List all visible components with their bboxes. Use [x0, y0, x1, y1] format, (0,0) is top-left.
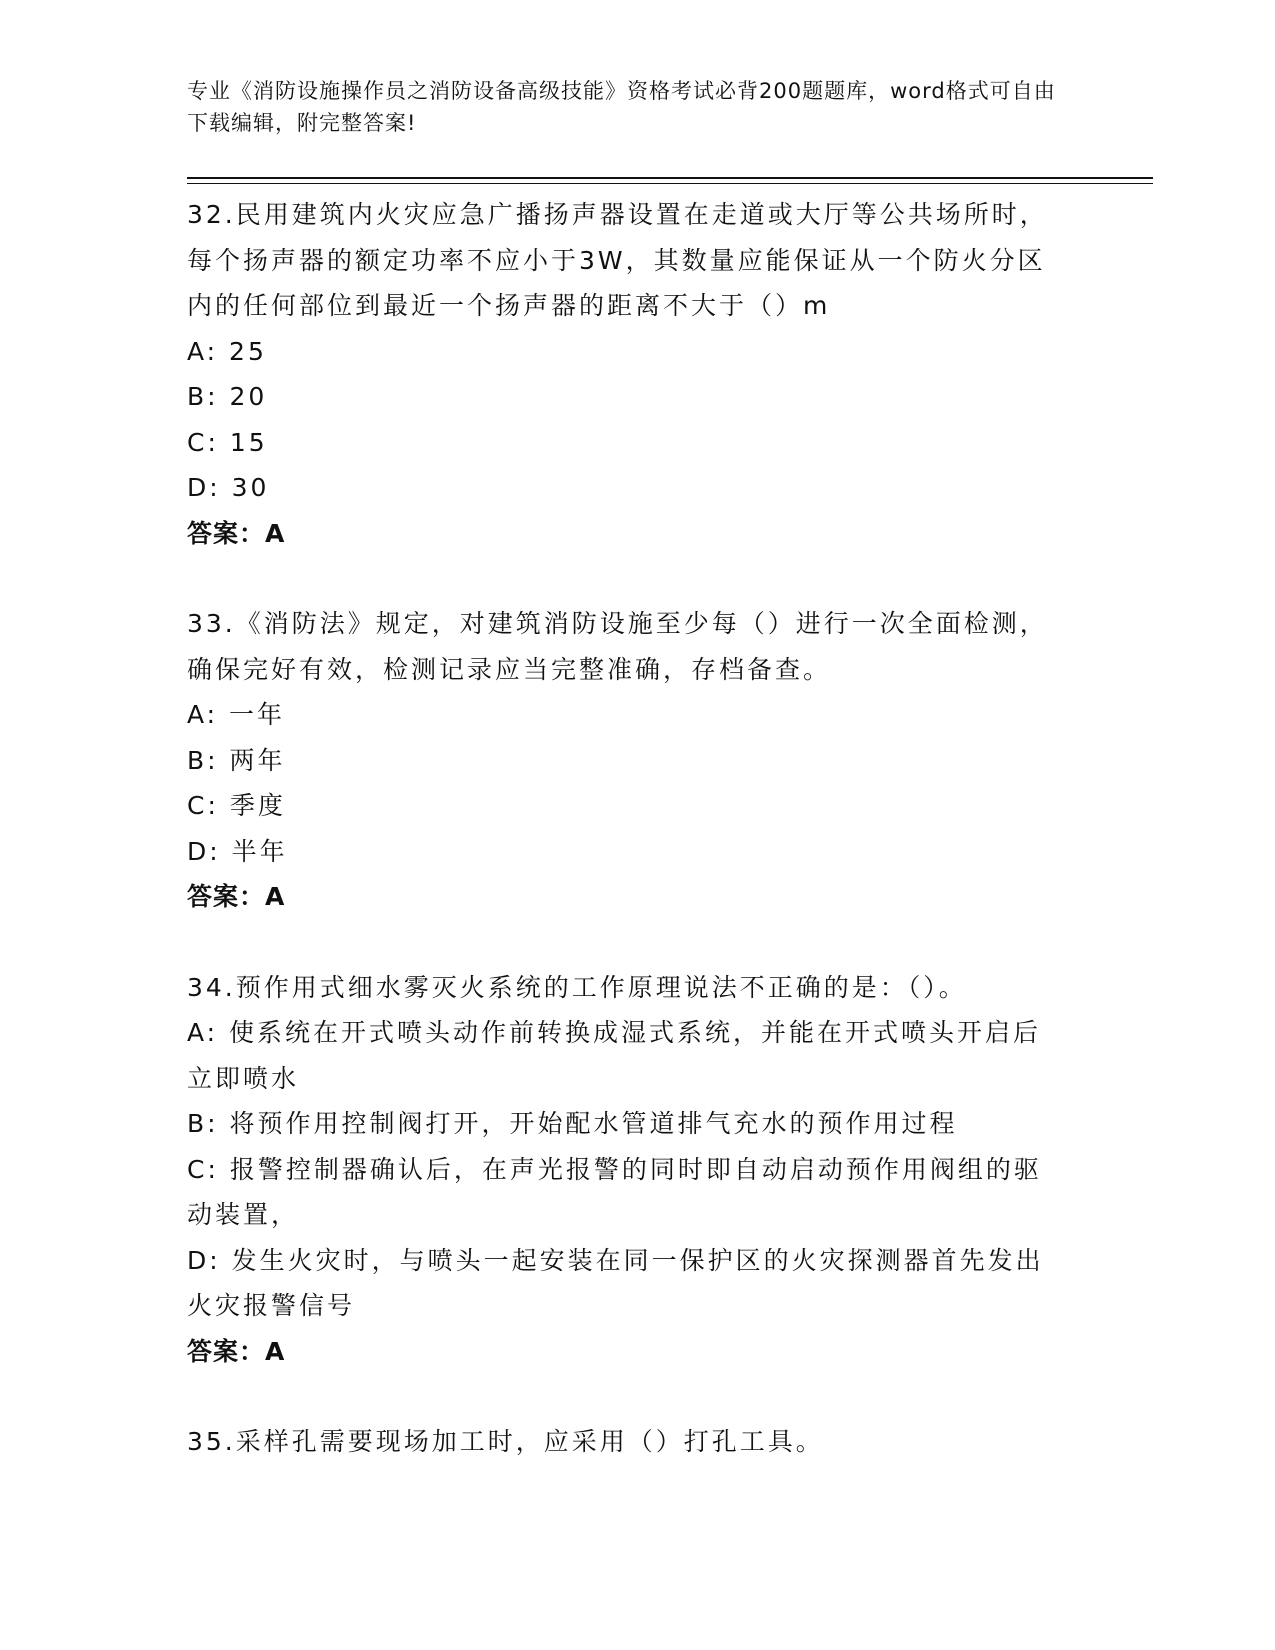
question-text: 34.预作用式细水雾灭火系统的工作原理说法不正确的是：（）。 — [187, 972, 967, 1002]
question-34 — [187, 965, 1067, 1375]
question-35 — [187, 1419, 1067, 1465]
header-divider-thick — [187, 177, 1153, 179]
option-b: B: 将预作用控制阀打开，开始配水管道排气充水的预作用过程 — [187, 1109, 958, 1138]
answer: 答案：A — [187, 882, 286, 911]
option-c: C: 报警控制器确认后，在声光报警的同时即自动启动预作用阀组的驱动装置， — [187, 1154, 1042, 1229]
option-a: A: 25 — [187, 336, 267, 366]
option-a: A: 使系统在开式喷头动作前转换成湿式系统，并能在开式喷头开启后立即喷水 — [187, 1018, 1042, 1093]
option-c: C: 季度 — [187, 791, 286, 820]
answer: 答案：A — [187, 518, 286, 548]
option-d: D: 30 — [187, 473, 270, 502]
option-c: C: 15 — [187, 427, 268, 457]
question-list — [187, 192, 1067, 1510]
option-d: D: 半年 — [187, 836, 288, 866]
option-d: D: 发生火灾时，与喷头一起安装在同一保护区的火灾探测器首先发出火灾报警信号 — [187, 1245, 1044, 1320]
question-text: 33.《消防法》规定，对建筑消防设施至少每（）进行一次全面检测，确保完好有效，检测记录应当完整准确，存档备查。 — [187, 609, 1048, 684]
question-33 — [187, 601, 1067, 920]
document-header: 专业《消防设施操作员之消防设备高级技能》资格考试必背200题题库，word格式可自由下载编辑，附完整答案! — [187, 79, 1056, 135]
header-divider-thin — [187, 183, 1153, 184]
option-a: A: 一年 — [187, 700, 286, 729]
question-text: 32.民用建筑内火灾应急广播扬声器设置在走道或大厅等公共场所时，每个扬声器的额定功率不应小于3W，其数量应能保证从一个防火分区内的任何部位到最近一个扬声器的距离不大于（）m — [187, 200, 1048, 320]
question-32 — [187, 192, 1067, 556]
option-b: B: 两年 — [187, 745, 286, 775]
option-b: B: 20 — [187, 382, 268, 411]
answer: 答案：A — [187, 1336, 286, 1366]
question-text: 35.采样孔需要现场加工时，应采用（）打孔工具。 — [187, 1427, 824, 1456]
